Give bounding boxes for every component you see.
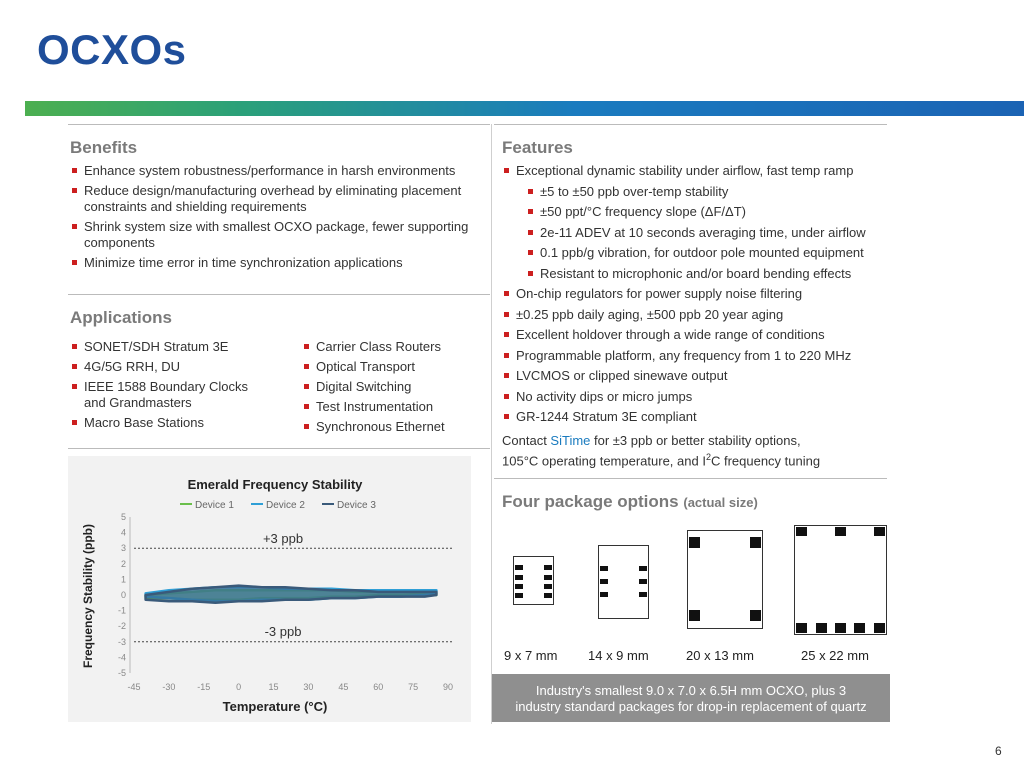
- package-pad: [750, 610, 761, 621]
- y-tick-label: 5: [120, 512, 126, 522]
- feature-subitem: ±50 ppt/°C frequency slope (ΔF/ΔT): [502, 204, 887, 220]
- packages-heading: [502, 492, 758, 512]
- benefits-item: Reduce design/manufacturing overhead by eliminating placement constraints and shielding requirements: [70, 183, 485, 215]
- reference-label: +3 ppb: [262, 531, 304, 547]
- y-tick-label: -2: [117, 621, 126, 632]
- package-pad: [600, 579, 608, 584]
- banner-line: industry standard packages for drop-in replacement of quartz: [515, 699, 867, 714]
- legend-label: Device 1: [195, 500, 234, 511]
- y-tick-label: 2: [120, 558, 126, 569]
- package-pad: [689, 537, 700, 548]
- package-label: 25 x 22 mm: [801, 648, 869, 663]
- x-tick-label: 0: [236, 682, 242, 692]
- y-tick-label: 1: [120, 574, 126, 585]
- application-item: Carrier Class Routers: [302, 339, 487, 355]
- features-list: [502, 163, 887, 425]
- contact-line2-b: C frequency tuning: [710, 453, 821, 469]
- divider-top-left: [68, 124, 490, 125]
- package-pad: [515, 565, 523, 570]
- slide-title: OCXOs: [37, 26, 187, 73]
- column-divider: [491, 124, 492, 724]
- contact-prefix: Contact: [502, 433, 551, 448]
- applications-heading: Applications: [70, 308, 173, 327]
- package-25x22: [794, 525, 887, 635]
- package-pad: [544, 584, 552, 589]
- legend-label: Device 3: [337, 500, 376, 511]
- package-pad: [689, 610, 700, 621]
- y-tick-label: 0: [120, 590, 126, 600]
- application-item: 4G/5G RRH, DU: [70, 359, 270, 375]
- y-tick-label: 3: [120, 543, 126, 554]
- features-heading: Features: [502, 138, 573, 157]
- package-pad: [515, 593, 523, 598]
- package-9x7: [513, 556, 554, 605]
- x-tick-label: 15: [268, 682, 279, 692]
- package-pad: [544, 575, 552, 580]
- package-label: 9 x 7 mm: [504, 648, 558, 663]
- application-item: Optical Transport: [302, 359, 487, 375]
- x-tick-label: 30: [303, 682, 314, 692]
- package-pad: [600, 592, 608, 597]
- package-pad: [835, 527, 846, 536]
- package-pad: [796, 527, 807, 536]
- application-item: Test Instrumentation: [302, 399, 487, 415]
- feature-item: No activity dips or micro jumps: [502, 389, 887, 405]
- package-14x9: [598, 545, 649, 619]
- benefits-item: Enhance system robustness/performance in harsh environments: [70, 163, 485, 179]
- x-tick-label: 75: [408, 682, 419, 692]
- benefits-item: Shrink system size with smallest OCXO package, fewer supporting components: [70, 219, 485, 251]
- package-pad: [544, 565, 552, 570]
- sitime-link[interactable]: SiTime: [550, 433, 591, 448]
- y-tick-label: -3: [117, 636, 126, 647]
- x-tick-label: 60: [373, 682, 384, 692]
- packages-banner: [492, 674, 890, 722]
- x-tick-label: -15: [197, 682, 211, 692]
- package-20x13: [687, 530, 763, 629]
- applications-list-right: [302, 339, 487, 435]
- package-pad: [750, 537, 761, 548]
- benefits-item: Minimize time error in time synchronization applications: [70, 255, 485, 271]
- divider-features-packages: [494, 478, 887, 479]
- package-pad: [874, 623, 885, 633]
- legend-label: Device 2: [266, 500, 305, 511]
- feature-item: Exceptional dynamic stability under airflow, fast temp ramp: [502, 163, 887, 179]
- feature-subitem: 2e-11 ADEV at 10 seconds averaging time, under airflow: [502, 225, 887, 241]
- y-axis-label: Frequency Stability (ppb): [81, 523, 95, 669]
- contact-note: [502, 433, 882, 469]
- feature-item: Excellent holdover through a wide range of conditions: [502, 327, 887, 343]
- package-pad: [816, 623, 827, 633]
- chart-title: Emerald Frequency Stability: [187, 477, 363, 492]
- divider-top-right: [494, 124, 887, 125]
- application-item: Macro Base Stations: [70, 415, 270, 431]
- feature-item: Programmable platform, any frequency from 1 to 220 MHz: [502, 348, 887, 364]
- package-pad: [515, 584, 523, 589]
- banner-line: Industry's smallest 9.0 x 7.0 x 6.5H mm OCXO, plus 3: [535, 683, 847, 698]
- benefits-heading: Benefits: [70, 138, 138, 157]
- packages-heading-note: (actual size): [683, 495, 758, 510]
- x-tick-label: 45: [338, 682, 349, 692]
- feature-subitem: 0.1 ppb/g vibration, for outdoor pole mounted equipment: [502, 245, 887, 261]
- contact-line2-a: 105°C operating temperature, and I: [502, 453, 706, 469]
- package-pad: [874, 527, 885, 536]
- reference-label: -3 ppb: [264, 623, 302, 639]
- package-label: 14 x 9 mm: [588, 648, 649, 663]
- application-item: IEEE 1588 Boundary Clocks and Grandmasters: [70, 379, 270, 411]
- series-device-3: [146, 586, 437, 603]
- package-pad: [544, 593, 552, 598]
- application-item: Synchronous Ethernet: [302, 419, 487, 435]
- application-item: SONET/SDH Stratum 3E: [70, 339, 270, 355]
- title-gradient-bar: [25, 101, 1024, 116]
- package-pad: [515, 575, 523, 580]
- feature-item: LVCMOS or clipped sinewave output: [502, 368, 887, 384]
- feature-subitem: ±5 to ±50 ppb over-temp stability: [502, 184, 887, 200]
- package-pad: [854, 623, 865, 633]
- package-pad: [835, 623, 846, 633]
- y-tick-label: -4: [117, 652, 126, 663]
- feature-item: GR-1244 Stratum 3E compliant: [502, 409, 887, 425]
- feature-subitem: Resistant to microphonic and/or board bending effects: [502, 266, 887, 282]
- package-pad: [639, 579, 647, 584]
- stability-chart: [68, 456, 471, 722]
- feature-item: On-chip regulators for power supply noise filtering: [502, 286, 887, 302]
- packages-heading-text: Four package options: [502, 492, 679, 511]
- y-tick-label: -1: [117, 605, 126, 616]
- package-label: 20 x 13 mm: [686, 648, 754, 663]
- x-tick-label: 90: [442, 682, 454, 692]
- application-item: Digital Switching: [302, 379, 487, 395]
- package-pad: [796, 623, 807, 633]
- x-axis-label: Temperature (°C): [222, 699, 328, 714]
- y-tick-label: -5: [117, 668, 126, 678]
- contact-line1-rest: for ±3 ppb or better stability options,: [590, 433, 801, 448]
- feature-item: ±0.25 ppb daily aging, ±500 ppb 20 year aging: [502, 307, 887, 323]
- applications-list-left: [70, 339, 270, 431]
- stability-chart-panel: [68, 456, 471, 722]
- x-tick-label: -45: [127, 682, 141, 692]
- page-number: 6: [995, 744, 1002, 758]
- contact-line2-sup: 2: [705, 452, 711, 462]
- divider-benefits-applications: [68, 294, 490, 295]
- y-tick-label: 4: [120, 527, 126, 538]
- divider-applications-chart: [68, 448, 490, 449]
- package-pad: [600, 566, 608, 571]
- package-pad: [639, 566, 647, 571]
- package-pad: [639, 592, 647, 597]
- x-tick-label: -30: [162, 682, 176, 692]
- benefits-list: [70, 163, 485, 271]
